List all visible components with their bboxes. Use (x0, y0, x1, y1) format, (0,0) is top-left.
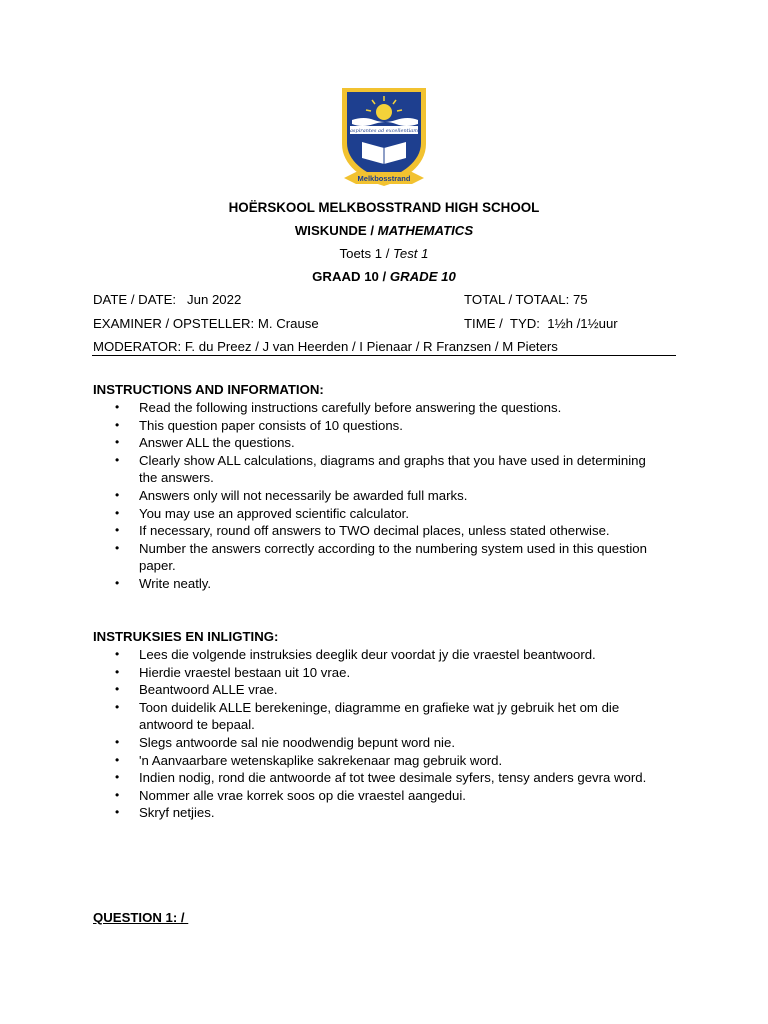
list-item: • This question paper consists of 10 questions. (115, 417, 403, 433)
list-item: • Slegs antwoorde sal nie noodwendig bepunt word nie. (115, 734, 455, 750)
bullet-icon: • (115, 540, 120, 555)
list-item: • If necessary, round off answers to TWO decimal places, unless stated otherwise. (115, 523, 610, 539)
meta-row-examiner (93, 316, 618, 331)
school-name: HOËRSKOOL MELKBOSSTRAND HIGH SCHOOL (228, 200, 540, 215)
bullet-icon: • (115, 682, 120, 697)
list-item: • Beantwoord ALLE vrae. (115, 682, 278, 698)
bullet-icon: • (115, 505, 120, 520)
moderator-field: MODERATOR: F. du Preez / J van Heerden / I Pienaar / R Franzsen / M Pieters (93, 339, 558, 354)
list-item: • Lees die volgende instruksies deeglik deur voordat jy die vraestel beantwoord. (115, 647, 596, 662)
list-item: • Nommer alle vrae korrek soos op die vraestel aangedui. (115, 787, 466, 803)
list-item: • You may use an approved scientific calculator. (115, 505, 410, 521)
bullet-icon: • (115, 734, 120, 749)
bullet-icon: • (115, 523, 120, 538)
test-af: Toets 1 / (339, 246, 394, 261)
date-field: DATE / DATE: Jun 2022 (93, 292, 242, 307)
list-item: • Clearly show ALL calculations, diagrams and graphs that you have used in determining the answers. (115, 452, 646, 486)
bullet-icon: • (115, 417, 120, 432)
school-crest-logo (338, 86, 430, 194)
instructions-list-af (93, 646, 653, 822)
bullet-icon: • (115, 770, 120, 785)
test-title (0, 246, 768, 261)
meta-row-moderator (93, 339, 558, 354)
list-item: • Toon duidelik ALLE berekeninge, diagramme en grafieke wat jy gebruik het om die antwoord te bepaal. (115, 699, 620, 733)
list-item: • Hierdie vraestel bestaan uit 10 vrae. (115, 664, 351, 680)
meta-row-date (93, 292, 588, 307)
list-item: • Answers only will not necessarily be awarded full marks. (115, 487, 468, 503)
list-item: • Write neatly. (115, 575, 212, 591)
list-item: • Indien nodig, rond die antwoorde af tot twee desimale syfers, tensy anders gevra word. (115, 770, 647, 786)
list-item: • Read the following instructions carefully before answering the questions. (115, 400, 562, 415)
bullet-icon: • (115, 699, 120, 714)
grade-en: GRADE 10 (389, 269, 456, 284)
examiner-field: EXAMINER / OPSTELLER: M. Crause (93, 316, 319, 331)
bullet-icon: • (115, 752, 120, 767)
time-field: TIME / TYD: 1½h /1½uur (464, 316, 618, 331)
test-en: Test 1 (393, 246, 429, 261)
list-item: • 'n Aanvaarbare wetenskaplike sakrekenaar mag gebruik word. (115, 752, 503, 768)
bullet-icon: • (115, 787, 120, 802)
subject-en: MATHEMATICS (377, 223, 474, 238)
bullet-icon: • (115, 487, 120, 502)
instructions-heading-af: INSTRUKSIES EN INLIGTING: (93, 629, 279, 644)
total-field: TOTAL / TOTAAL: 75 (464, 292, 588, 307)
instructions-heading-en: INSTRUCTIONS AND INFORMATION: (93, 382, 324, 397)
header-divider (92, 355, 676, 356)
list-item: • Answer ALL the questions. (115, 435, 295, 451)
bullet-icon: • (115, 575, 120, 590)
grade-title (0, 269, 768, 284)
question-1-heading: QUESTION 1: / (93, 910, 189, 925)
crest-banner: Melkbosstrand (357, 174, 411, 183)
bullet-icon: • (115, 400, 120, 414)
crest-motto: aspirantes ad excellentiam (349, 128, 419, 134)
bullet-icon: • (115, 805, 120, 820)
bullet-icon: • (115, 435, 120, 450)
subject-title (0, 223, 768, 238)
bullet-icon: • (115, 664, 120, 679)
subject-af: WISKUNDE / (294, 223, 378, 238)
bullet-icon: • (115, 452, 120, 467)
instructions-list-en (93, 399, 653, 593)
list-item: • Number the answers correctly according to the numbering system used in this question paper. (115, 540, 647, 574)
bullet-icon: • (115, 647, 120, 661)
grade-af: GRAAD 10 / (312, 269, 390, 284)
list-item: • Skryf netjies. (115, 805, 215, 821)
